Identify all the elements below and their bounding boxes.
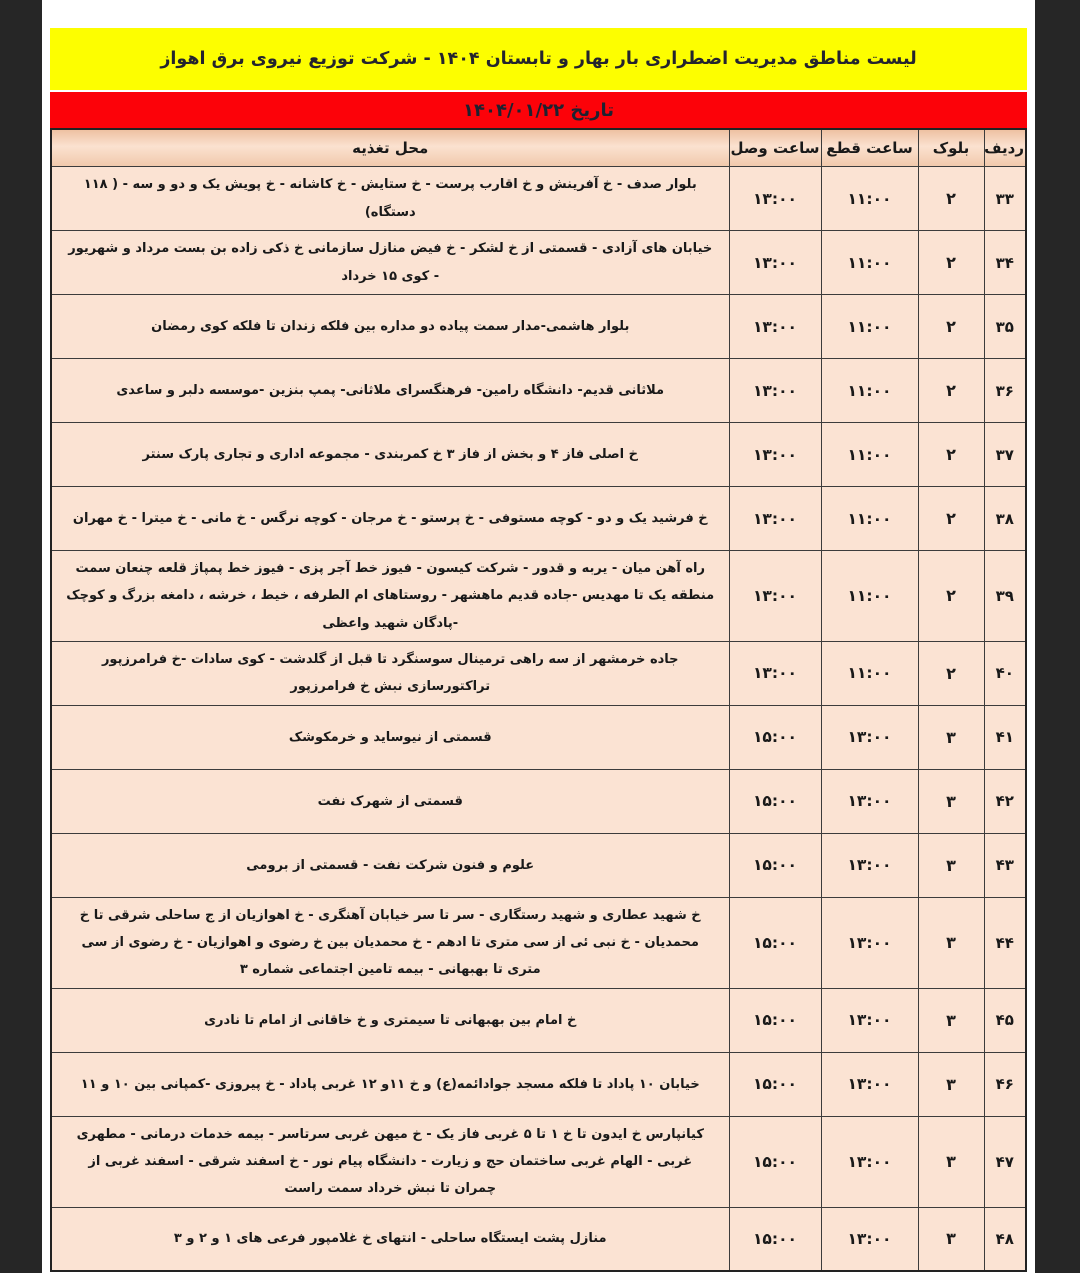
table-row — [51, 988, 1026, 1052]
table-row — [51, 1052, 1026, 1116]
cell-row-no: ۴۵ — [984, 988, 1026, 1052]
outage-schedule-table — [50, 128, 1027, 1272]
date-banner — [50, 92, 1027, 128]
cell-location: خ امام بین بهبهانی تا سیمتری و خ خاقانی از امام تا نادری — [51, 988, 729, 1052]
table-row — [51, 1116, 1026, 1207]
cell-location: کیانپارس خ ایدون تا خ ۱ تا ۵ غربی فاز یک - خ میهن غربی سرتاسر - بیمه خدمات درمانی - مطهری غربی - الهام غربی ساختمان حج و زیارت - دانشگاه پیام نور - خ اسفند شرقی - اسفند غربی از چمران تا نبش خرداد سمت راست — [51, 1116, 729, 1207]
cell-reconnect-time: ۱۵:۰۰ — [729, 833, 821, 897]
cell-cut-time: ۱۳:۰۰ — [821, 833, 918, 897]
cell-block: ۳ — [918, 769, 984, 833]
table-row — [51, 231, 1026, 295]
cell-block: ۳ — [918, 1116, 984, 1207]
cell-cut-time: ۱۳:۰۰ — [821, 1052, 918, 1116]
date-label: تاریخ ۱۴۰۴/۰۱/۲۲ — [463, 99, 614, 121]
cell-cut-time: ۱۱:۰۰ — [821, 423, 918, 487]
header-row — [51, 129, 1026, 167]
table-row — [51, 705, 1026, 769]
cell-block: ۲ — [918, 423, 984, 487]
table-row — [51, 359, 1026, 423]
cell-reconnect-time: ۱۵:۰۰ — [729, 988, 821, 1052]
cell-reconnect-time: ۱۵:۰۰ — [729, 769, 821, 833]
table-row — [51, 897, 1026, 988]
table-row — [51, 1207, 1026, 1271]
cell-reconnect-time: ۱۵:۰۰ — [729, 1116, 821, 1207]
cell-block: ۲ — [918, 359, 984, 423]
cell-location: خیابان های آزادی - قسمتی از خ لشکر - خ فیض منازل سازمانی خ ذکی زاده بن بست مرداد و شهریور - کوی ۱۵ خرداد — [51, 231, 729, 295]
cell-block: ۲ — [918, 487, 984, 551]
cell-row-no: ۳۹ — [984, 551, 1026, 642]
cell-block: ۳ — [918, 1207, 984, 1271]
cell-location: راه آهن میان - یربه و قدور - شرکت کیسون - فیوز خط آجر پزی - فیوز خط پمپاژ قلعه چنعان سمت منطقه یک تا مهدیس -جاده قدیم ماهشهر - روستاهای ام الطرفه ، خیط ، خرشه ، دامغه بزرگ و کوچک -پادگان شهید واعظی — [51, 551, 729, 642]
cell-cut-time: ۱۳:۰۰ — [821, 897, 918, 988]
cell-row-no: ۴۳ — [984, 833, 1026, 897]
cell-reconnect-time: ۱۳:۰۰ — [729, 487, 821, 551]
cell-cut-time: ۱۳:۰۰ — [821, 988, 918, 1052]
document-page — [42, 0, 1035, 1273]
cell-block: ۳ — [918, 1052, 984, 1116]
cell-cut-time: ۱۱:۰۰ — [821, 295, 918, 359]
table-row — [51, 295, 1026, 359]
cell-cut-time: ۱۱:۰۰ — [821, 641, 918, 705]
cell-reconnect-time: ۱۵:۰۰ — [729, 1052, 821, 1116]
cell-reconnect-time: ۱۳:۰۰ — [729, 641, 821, 705]
cell-block: ۲ — [918, 295, 984, 359]
cell-row-no: ۴۱ — [984, 705, 1026, 769]
cell-reconnect-time: ۱۳:۰۰ — [729, 295, 821, 359]
document-inner — [42, 0, 1035, 1272]
table-row — [51, 423, 1026, 487]
cell-location: بلوار هاشمی-مدار سمت پیاده دو مداره بین فلکه زندان تا فلکه کوی رمضان — [51, 295, 729, 359]
header-cut-time: ساعت قطع — [821, 129, 918, 167]
cell-cut-time: ۱۳:۰۰ — [821, 1116, 918, 1207]
cell-location: منازل پشت ایستگاه ساحلی - انتهای خ غلامپور فرعی های ۱ و ۲ و ۳ — [51, 1207, 729, 1271]
cell-row-no: ۴۶ — [984, 1052, 1026, 1116]
cell-block: ۲ — [918, 551, 984, 642]
cell-location: قسمتی از شهرک نفت — [51, 769, 729, 833]
table-row — [51, 833, 1026, 897]
table-row — [51, 167, 1026, 231]
cell-row-no: ۳۸ — [984, 487, 1026, 551]
cell-cut-time: ۱۱:۰۰ — [821, 359, 918, 423]
cell-block: ۳ — [918, 988, 984, 1052]
table-body — [51, 167, 1026, 1272]
cell-row-no: ۳۴ — [984, 231, 1026, 295]
cell-cut-time: ۱۳:۰۰ — [821, 705, 918, 769]
page-title: لیست مناطق مدیریت اضطراری بار بهار و تابستان ۱۴۰۴ - شرکت توزیع نیروی برق اهواز — [160, 49, 917, 69]
cell-cut-time: ۱۳:۰۰ — [821, 1207, 918, 1271]
cell-reconnect-time: ۱۳:۰۰ — [729, 231, 821, 295]
cell-block: ۲ — [918, 167, 984, 231]
table-row — [51, 487, 1026, 551]
cell-block: ۳ — [918, 705, 984, 769]
header-row-no: ردیف — [984, 129, 1026, 167]
header-block: بلوک — [918, 129, 984, 167]
cell-row-no: ۳۵ — [984, 295, 1026, 359]
header-reconnect-time: ساعت وصل — [729, 129, 821, 167]
cell-location: قسمتی از نیوساید و خرمکوشک — [51, 705, 729, 769]
table-row — [51, 769, 1026, 833]
cell-cut-time: ۱۱:۰۰ — [821, 167, 918, 231]
cell-location: خ شهید عطاری و شهید رستگاری - سر تا سر خیابان آهنگری - خ اهوازیان از ج ساحلی شرقی تا خ محمدیان - خ نبی ئی از سی متری تا ادهم - خ محمدیان بین خ رضوی و اهوازیان - خ رضوی از سی متری تا بهبهانی - بیمه تامین اجتماعی شماره ۳ — [51, 897, 729, 988]
cell-row-no: ۴۸ — [984, 1207, 1026, 1271]
cell-block: ۳ — [918, 897, 984, 988]
cell-cut-time: ۱۳:۰۰ — [821, 769, 918, 833]
cell-row-no: ۳۶ — [984, 359, 1026, 423]
cell-location: خ فرشید یک و دو - کوچه مستوفی - خ پرستو - خ مرجان - کوچه نرگس - خ مانی - خ میترا - خ مهران — [51, 487, 729, 551]
table-row — [51, 641, 1026, 705]
cell-cut-time: ۱۱:۰۰ — [821, 487, 918, 551]
cell-block: ۲ — [918, 641, 984, 705]
cell-reconnect-time: ۱۳:۰۰ — [729, 167, 821, 231]
cell-row-no: ۳۷ — [984, 423, 1026, 487]
cell-reconnect-time: ۱۳:۰۰ — [729, 551, 821, 642]
cell-reconnect-time: ۱۳:۰۰ — [729, 423, 821, 487]
cell-block: ۳ — [918, 833, 984, 897]
cell-row-no: ۴۷ — [984, 1116, 1026, 1207]
cell-row-no: ۴۴ — [984, 897, 1026, 988]
cell-cut-time: ۱۱:۰۰ — [821, 231, 918, 295]
cell-row-no: ۴۰ — [984, 641, 1026, 705]
cell-location: ملاثانی قدیم- دانشگاه رامین- فرهنگسرای ملاثانی- پمپ بنزین -موسسه دلبر و ساعدی — [51, 359, 729, 423]
cell-reconnect-time: ۱۵:۰۰ — [729, 897, 821, 988]
cell-cut-time: ۱۱:۰۰ — [821, 551, 918, 642]
table-row — [51, 551, 1026, 642]
cell-block: ۲ — [918, 231, 984, 295]
cell-location: علوم و فنون شرکت نفت - قسمتی از برومی — [51, 833, 729, 897]
cell-row-no: ۴۲ — [984, 769, 1026, 833]
title-banner — [50, 28, 1027, 90]
cell-location: جاده خرمشهر از سه راهی ترمینال سوسنگرد تا قبل از گلدشت - کوی سادات -خ فرامرزپور تراکتورسازی نبش خ فرامرزپور — [51, 641, 729, 705]
cell-location: خیابان ۱۰ پاداد تا فلکه مسجد جوادائمه(ع) و خ ۱۱و ۱۲ غربی پاداد - خ پیروزی -کمپانی بین ۱۰ و ۱۱ — [51, 1052, 729, 1116]
cell-location: خ اصلی فاز ۴ و بخش از فاز ۳ خ کمربندی - مجموعه اداری و تجاری پارک سنتر — [51, 423, 729, 487]
cell-location: بلوار صدف - خ آفرینش و خ اقارب پرست - خ ستایش - خ کاشانه - خ پویش یک و دو و سه - ( ۱۱۸ دستگاه) — [51, 167, 729, 231]
cell-reconnect-time: ۱۳:۰۰ — [729, 359, 821, 423]
cell-reconnect-time: ۱۵:۰۰ — [729, 705, 821, 769]
header-location: محل تغذیه — [51, 129, 729, 167]
table-header — [51, 129, 1026, 167]
cell-reconnect-time: ۱۵:۰۰ — [729, 1207, 821, 1271]
cell-row-no: ۳۳ — [984, 167, 1026, 231]
